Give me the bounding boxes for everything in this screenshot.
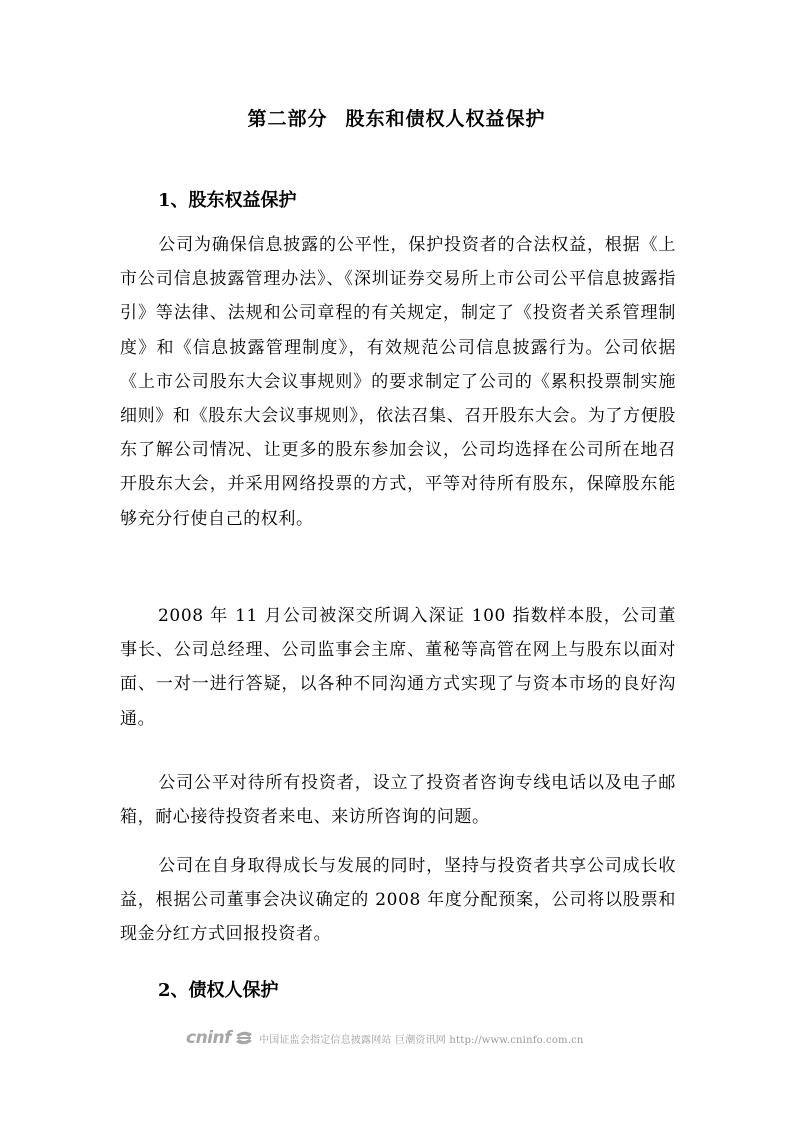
paragraph-4 [120, 849, 676, 952]
paragraph-4-text: 公司在自身取得成长与发展的同时，坚持与投资者共享公司成长收益，根据公司董事会决议确定的 2008 年度分配预案，公司将以股票和现金分红方式回报投资者。 [120, 856, 676, 945]
paragraph-2-text: 2008 年 11 月公司被深交所调入深证 100 指数样本股，公司董事长、公司总经理、公司监事会主席、董秘等高管在网上与股东以面对面、一对一进行答疑，以各种不同沟通方式实现了与资本市场的良好沟通。 [120, 606, 676, 729]
title-part: 第二部分 [247, 108, 328, 130]
footer-text: 中国证监会指定信息披露网站 巨潮资讯网 http://www.cninfo.com.cn [259, 1034, 584, 1046]
title-main: 股东和债权人权益保护 [345, 108, 546, 130]
footer-brand-logo: cninf [186, 1028, 232, 1048]
footer [186, 1026, 584, 1050]
paragraph-1-text: 公司为确保信息披露的公平性，保护投资者的合法权益，根据《上市公司信息披露管理办法》、《深圳证券交易所上市公司公平信息披露指引》等法律、法规和公司章程的有关规定，制定了《投资者关系管理制度》和《信息披露管理制度》，有效规范公司信息披露行为。公司依据《上市公司股东大会议事规则》的要求制定了公司的《累积投票制实施细则》和《股东大会议事规则》，依法召集、召开股东大会。为了方便股东了解公司情况、让更多的股东参加会议，公司均选择在公司所在地召开股东大会，并采用网络投票的方式，平等对待所有股东，保障股东能够充分行使自己的权利。 [120, 235, 676, 529]
paragraph-2 [120, 599, 676, 736]
paragraph-3 [120, 766, 676, 834]
section-heading-shareholders: 1、股东权益保护 [158, 190, 297, 211]
section-heading-creditors: 2、债权人保护 [158, 980, 279, 1001]
paragraph-3-text: 公司公平对待所有投资者，设立了投资者咨询专线电话以及电子邮箱，耐心接待投资者来电、来访所咨询的问题。 [120, 773, 676, 828]
cninfo-logo-icon [234, 1029, 254, 1047]
paragraph-1 [120, 228, 676, 536]
page-title [0, 104, 793, 131]
